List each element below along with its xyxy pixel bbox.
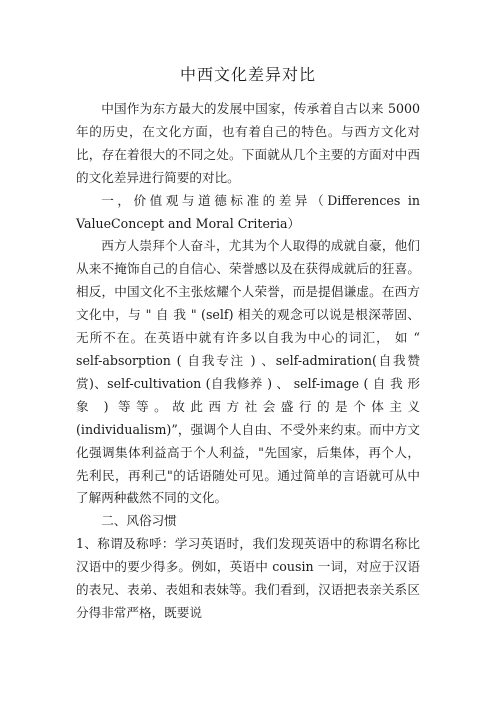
intro-paragraph: 中国作为东方最大的发展中国家，传承着自古以来 5000 年的历史，在文化方面，也有着自己的特色。与西方文化对比，存在着很大的不同之处。下面就从几个主要的方面对中西的文化差异进行简要的对比。: [76, 101, 420, 185]
section-2-item-1-paragraph: 1、称谓及称呼：学习英语时，我们发现英语中的称谓名称比汉语中的要少得多。例如，英语中 cousin 一词，对应于汉语的表兄、表弟、表姐和表妹等。我们看到，汉语把表亲关系区分得非常严格，既要说: [76, 536, 420, 620]
document-body: [76, 98, 420, 625]
section-2-heading: 二、风俗习惯: [101, 513, 177, 529]
document-title: 中西文化差异对比: [179, 65, 316, 84]
section-1-paragraph: 西方人崇拜个人奋斗，尤其为个人取得的成就自豪，他们从来不掩饰自己的自信心、荣誉感以及在获得成就后的狂喜。相反，中国文化不主张炫耀个人荣誉，而是提倡谦虚。在西方文化中，与 " 自 我 " (self) 相关的观念可以说是根深蒂固、 无所不在。在英语中就有许多以自我为中心的词汇， 如 “ self-absorption ( 自我专注 ) 、self-admiration(自我赞赏)、self-cultivation (自我修养 ) 、 self-image ( 自 我 形 象 ) 等等。故此西方社会盛行的是个体主义 (individualism)”，强调个人自由、不受外来约束。而中方文化强调集体利益高于个人利益，"先国家，后集体，再个人，先利民，再利己"的话语随处可见。通过简单的言语就可从中了解两种截然不同的文化。: [76, 238, 420, 506]
section-1-heading: 一，价值观与道德标准的差异（Differences in ValueConcept and Moral Criteria）: [76, 192, 420, 231]
